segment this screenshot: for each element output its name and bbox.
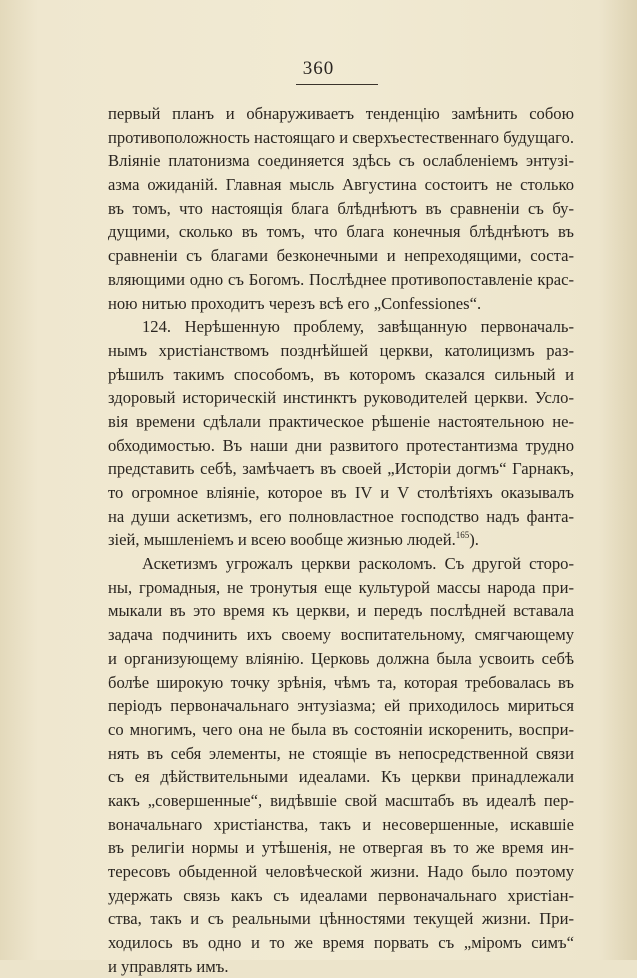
- text-line: [108, 813, 574, 837]
- text-line: [108, 434, 574, 458]
- text-line: [108, 339, 574, 363]
- text-line: [108, 292, 574, 316]
- text-line: [108, 481, 574, 505]
- text-line: [108, 765, 574, 789]
- text-line: [108, 671, 574, 695]
- text-line: [108, 647, 574, 671]
- text-line: [108, 931, 574, 955]
- text-line-content: на души аскетизмъ, его полновластное господство надъ фанта-: [108, 506, 574, 526]
- text-line: [108, 410, 574, 434]
- text-line: [108, 149, 574, 173]
- footnote-ref[interactable]: 165: [455, 530, 470, 541]
- text-line-content: какъ „совершенные“, видѣвшіе свой масштабъ въ идеалѣ пер-: [108, 790, 574, 810]
- text-line: [108, 126, 574, 150]
- text-line: [108, 220, 574, 244]
- text-line-content: сравненіи съ благами безконечными и непреходящими, соста-: [108, 246, 574, 266]
- text-line-content: съ ея дѣйствительными идеалами. Къ церкви принадлежали: [108, 767, 574, 787]
- text-line: [108, 386, 574, 410]
- text-line: [108, 552, 574, 576]
- text-line-content: со многимъ, чего она не была въ состояніи искоренить, воспри-: [108, 719, 574, 739]
- text-line-content: нымъ христіанствомъ позднѣйшей церкви, католицизмъ раз-: [108, 340, 574, 360]
- text-line-content: дущими, сколько въ томъ, что блага конечныя блѣднѣютъ въ: [108, 222, 574, 242]
- text-line: [108, 860, 574, 884]
- text-line-content: Аскетизмъ угрожалъ церкви расколомъ. Съ другой сторо-: [142, 554, 574, 574]
- text-line: [108, 599, 574, 623]
- text-line-content: Вліяніе платонизма соединяется здѣсь съ ослабленіемъ энтузі-: [108, 151, 574, 171]
- text-line-content: представить себѣ, замѣчаетъ въ своей „Исторіи догмъ“ Гарнакъ,: [108, 459, 574, 479]
- text-line-content: нять въ себя элементы, не стоящіе въ непосредственной связи: [108, 743, 574, 763]
- text-line-content: рѣшилъ такимъ способомъ, въ которомъ сказался сильный и: [108, 364, 574, 384]
- text-line: [108, 884, 574, 908]
- text-line: [108, 907, 574, 931]
- text-line: [108, 457, 574, 481]
- text-line-content: азма ожиданій. Главная мысль Августина состоитъ не столько: [108, 175, 574, 195]
- text-line: [108, 789, 574, 813]
- body-text: [108, 102, 574, 978]
- text-line-content: ства, такъ и съ реальными цѣнностями текущей жизни. При-: [108, 909, 574, 929]
- text-line-content: ною нитью проходитъ черезъ всѣ его „Confessiones“.: [108, 293, 482, 313]
- text-line-content: зіей, мышленіемъ и всею вообще жизнью людей.: [108, 530, 456, 550]
- text-line-content: болѣе широкую точку зрѣнія, чѣмъ та, которая требовалась въ: [108, 672, 574, 692]
- text-line: [108, 268, 574, 292]
- text-line-content: 124. Нерѣшенную проблему, завѣщанную первоначаль-: [142, 317, 574, 337]
- text-line: [108, 718, 574, 742]
- text-line-content: первый планъ и обнаруживаетъ тенденцію замѣнить собою: [108, 104, 574, 123]
- text-line-content: въ томъ, что настоящія блага блѣднѣютъ въ сравненіи съ бу-: [108, 198, 574, 218]
- text-line-content: въ религіи нормы и утѣшенія, не отвергая въ то же время ин-: [108, 838, 574, 858]
- text-line: [108, 244, 574, 268]
- text-line-content: обходимостью. Въ наши дни развитого протестантизма трудно: [108, 435, 574, 455]
- text-line: [108, 102, 574, 126]
- text-line-content: задача подчинить ихъ своему воспитательному, смягчающему: [108, 625, 574, 645]
- text-line: [108, 623, 574, 647]
- page-number: 360: [302, 58, 335, 79]
- text-line-content: періодъ первоначальнаго энтузіазма; ей приходилось мириться: [108, 696, 574, 716]
- text-line-content: мыкали въ это время къ церкви, и передъ послѣдней вставала: [108, 601, 574, 621]
- text-line-content: то огромное вліяніе, которое въ IV и V столѣтіяхъ оказывалъ: [108, 483, 574, 502]
- text-line: [108, 576, 574, 600]
- text-line-content: удержать связь какъ съ идеалами первоначальнаго христіан-: [108, 885, 574, 905]
- text-line-content: тересовъ обыденной человѣческой жизни. Надо было поэтому: [108, 862, 574, 881]
- text-line-content: ны, громадныя, не тронутыя еще культурой массы народа при-: [108, 577, 574, 597]
- page-number-rule: [296, 84, 378, 85]
- text-line: [108, 955, 574, 978]
- text-line: [108, 197, 574, 221]
- text-line-content: и управлять имъ.: [108, 956, 229, 976]
- text-line: [108, 315, 574, 339]
- text-line: [108, 836, 574, 860]
- text-line-content: вляющими одно съ Богомъ. Послѣднее противопоставленіе крас-: [108, 269, 574, 289]
- text-line: [108, 528, 574, 552]
- text-line: [108, 742, 574, 766]
- text-line: [108, 694, 574, 718]
- text-line-content: противоположность настоящаго и сверхъестественнаго будущаго.: [108, 127, 574, 147]
- text-line: [108, 363, 574, 387]
- text-line-content: вія времени сдѣлали практическое рѣшеніе настоятельною не-: [108, 411, 574, 431]
- text-line: [108, 505, 574, 529]
- text-line-tail: ).: [469, 530, 479, 550]
- text-line-content: воначальнаго христіанства, такъ и несовершенные, искавшіе: [108, 814, 574, 834]
- text-line-content: здоровый историческій инстинктъ руководителей церкви. Усло-: [108, 388, 574, 408]
- text-line-content: ходилось въ одно и то же время порвать съ „міромъ симъ“: [108, 933, 574, 953]
- text-line: [108, 173, 574, 197]
- text-line-content: и организующему вліянію. Церковь должна была усвоить себѣ: [108, 648, 574, 668]
